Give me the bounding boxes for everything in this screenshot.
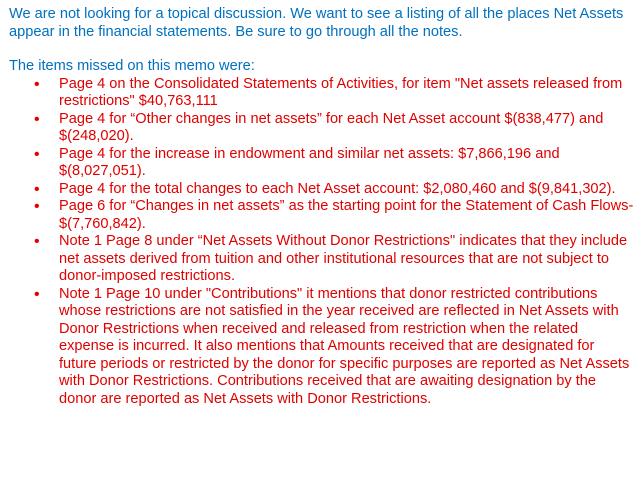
list-item-text: Note 1 Page 8 under “Net Assets Without Donor Restrictions" indicates that they include net assets derived from tuition and other institutional resources that are not subject to donor-imposed restrictions. <box>59 233 628 284</box>
list-item <box>34 198 634 233</box>
bullet-icon: • <box>34 180 40 198</box>
list-item-text: Page 4 for “Other changes in net assets” for each Net Asset account $(838,477) and $(248,020). <box>59 110 604 144</box>
list-item <box>34 145 634 181</box>
bullet-icon: • <box>34 145 40 163</box>
list-item <box>34 285 634 409</box>
intro-paragraph: We are not looking for a topical discussion. We want to see a listing of all the places Net Assets appear in the financial statements. Be sure to go through all the notes. <box>9 6 624 40</box>
list-item-text: Page 4 for the increase in endowment and similar net assets: $7,866,196 and $(8,027,051). <box>59 145 560 179</box>
list-item-text: Page 6 for “Changes in net assets” as the starting point for the Statement of Cash Flows- $(7,760,842). <box>59 198 634 232</box>
list-item <box>34 180 634 199</box>
list-item-text: Note 1 Page 10 under "Contributions" it mentions that donor restricted contributions whose restrictions are not satisfied in the year received are reflected in Net Assets with Donor Restrictions when received and released from restriction when the related expense is incurred. It also mentions that Amounts received that are designated for future periods or restricted by the donor for specific purposes are reported as Net Assets with Donor Restrictions. Contributions received that are awaiting designation by the donor are reported as Net Assets with Donor Restrictions. <box>59 285 630 407</box>
missed-items-list <box>9 76 634 409</box>
bullet-icon: • <box>34 75 40 93</box>
bullet-icon: • <box>34 233 40 250</box>
list-item <box>34 110 634 146</box>
list-item-text: Page 4 on the Consolidated Statements of Activities, for item "Net assets released from restrictions" $40,763,111 <box>59 75 623 109</box>
bullet-icon: • <box>34 110 40 128</box>
bullet-icon: • <box>34 198 40 215</box>
list-item <box>34 233 634 286</box>
bullet-icon: • <box>34 285 40 303</box>
items-heading: The items missed on this memo were: <box>9 58 255 74</box>
list-item-text: Page 4 for the total changes to each Net Asset account: $2,080,460 and $(9,841,302). <box>59 180 616 197</box>
list-item <box>34 75 634 111</box>
